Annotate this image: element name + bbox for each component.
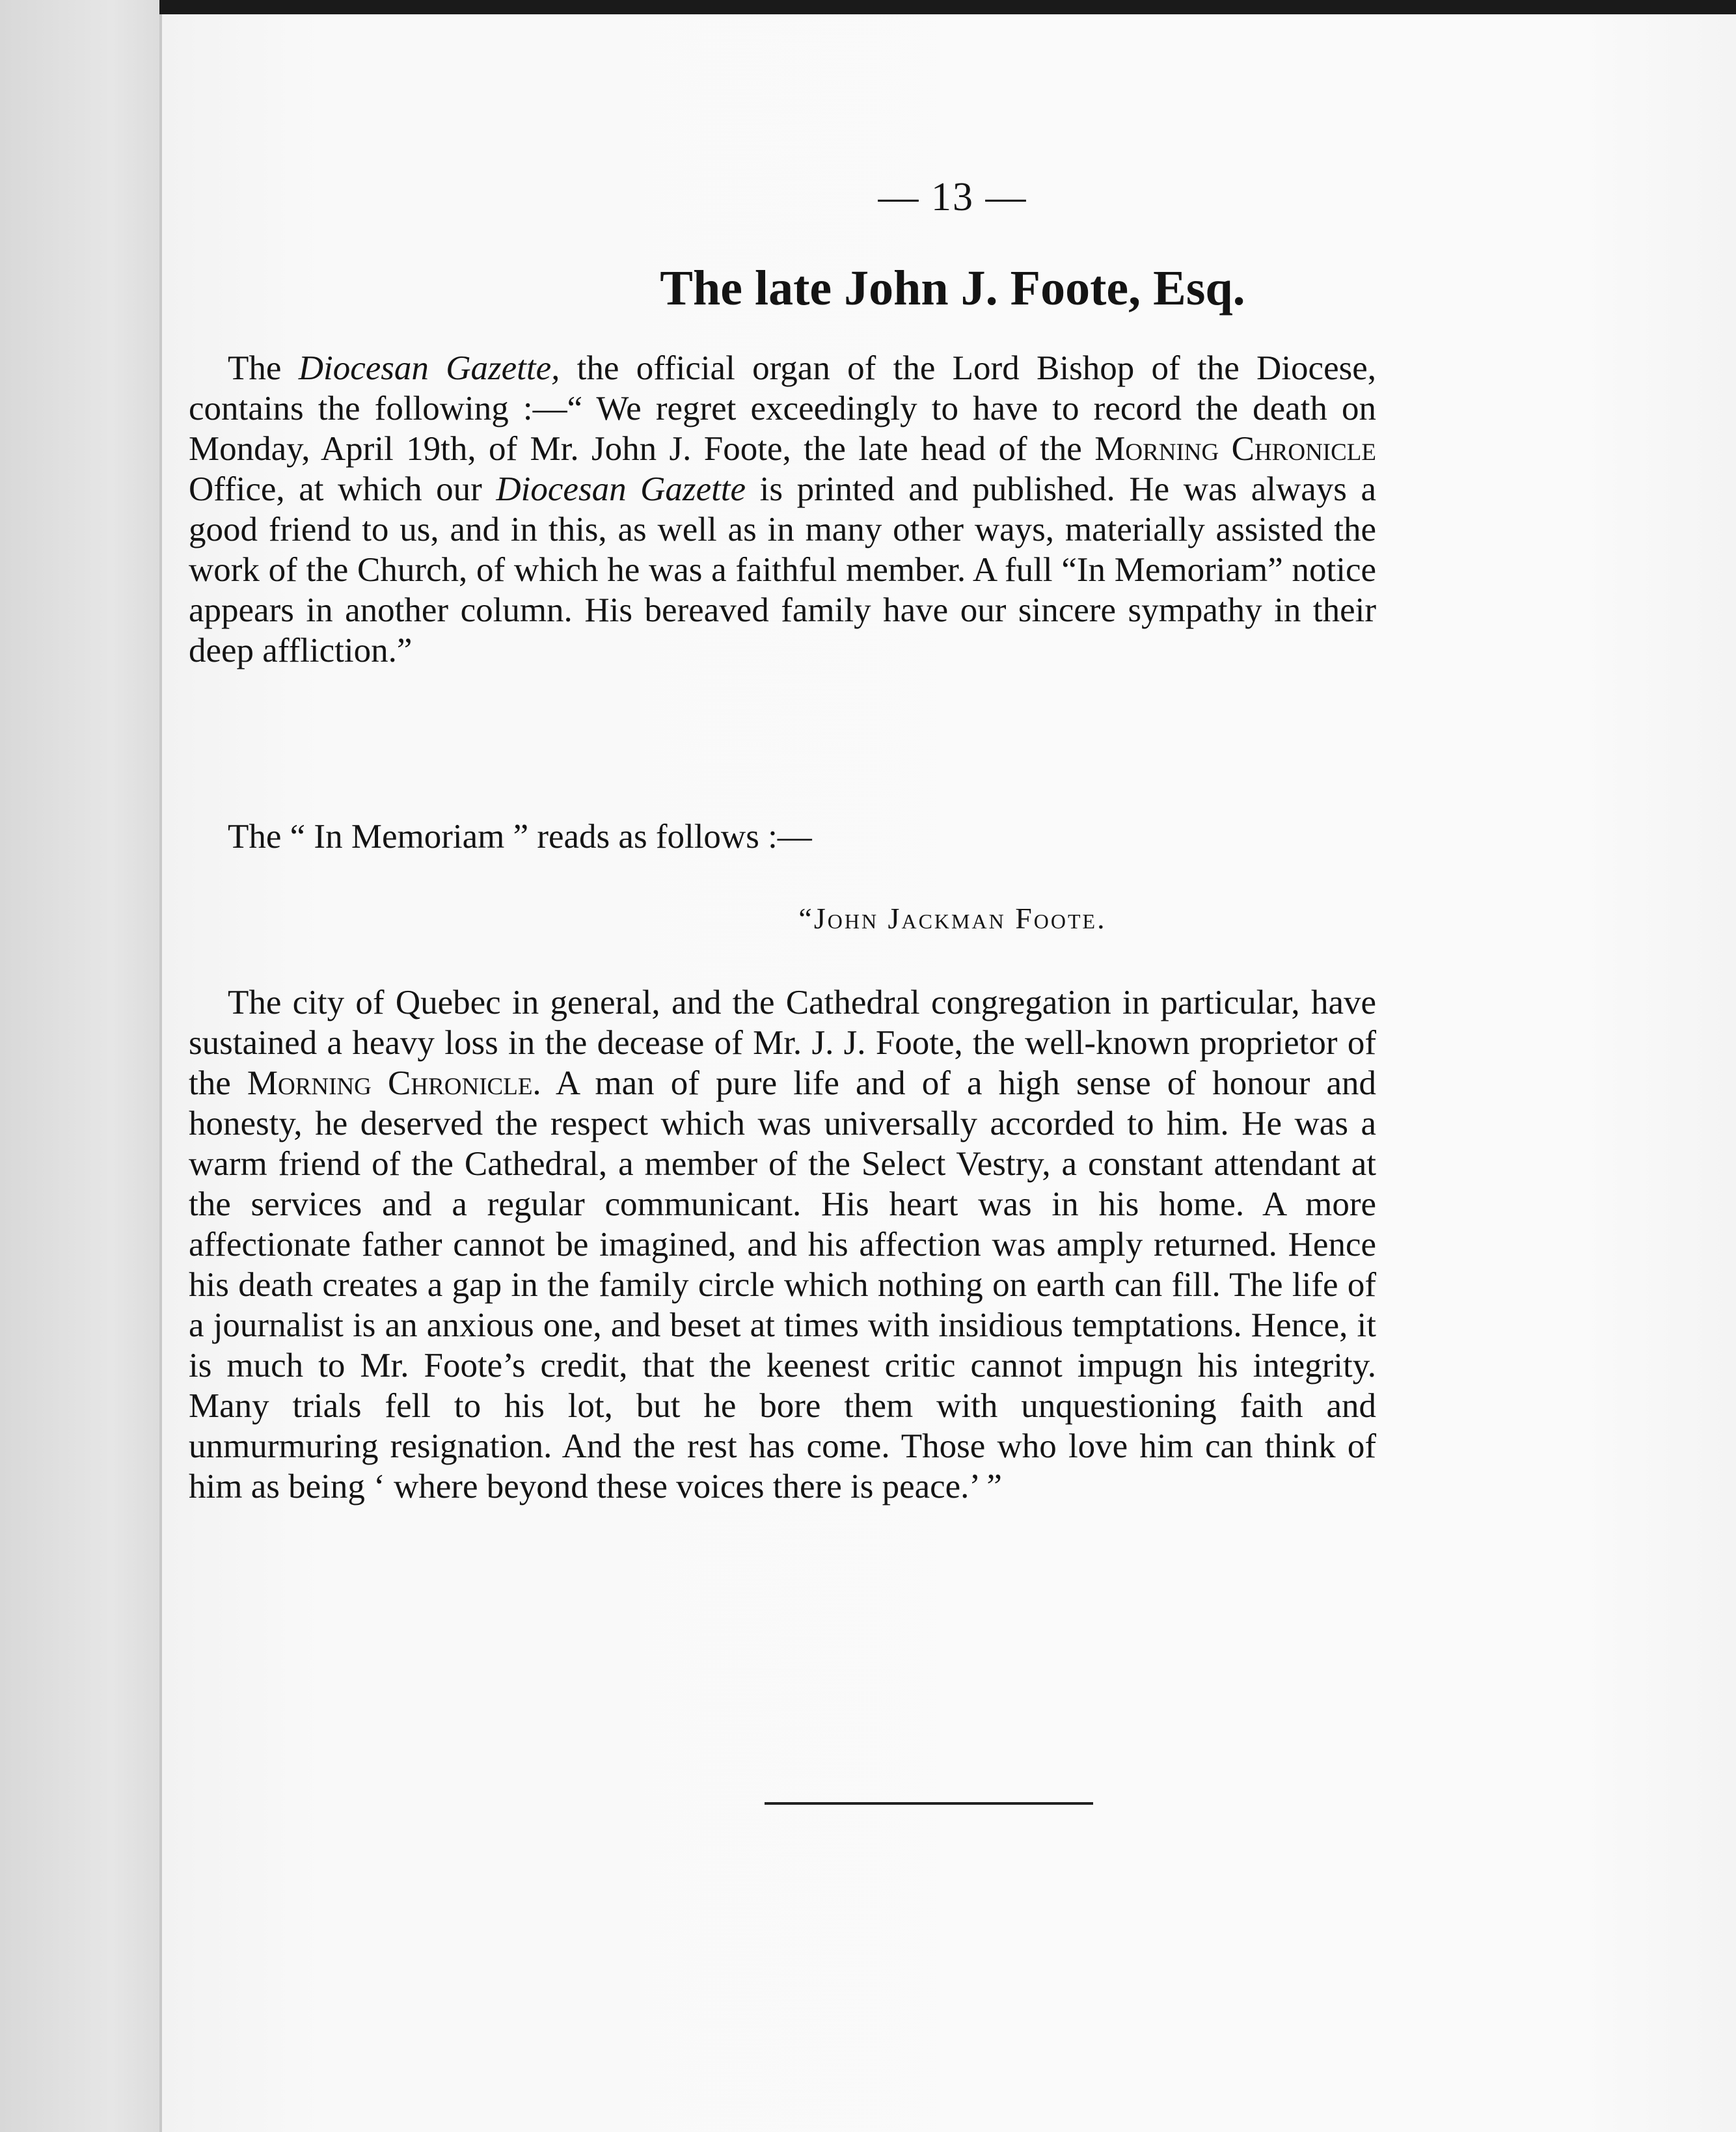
paragraph-text: The “ In Memoriam ” reads as follows :— (228, 818, 812, 856)
smallcaps-newspaper-name: Morning Chronicle. (247, 1064, 541, 1102)
italic-publication-name: Diocesan Gazette (496, 470, 746, 508)
scan-top-edge (0, 0, 1736, 14)
paragraph-gazette-quote (189, 348, 1376, 671)
paragraph-text: the official organ of the Lord Bishop of the Diocese, contains the following :—“ We regret exceedingly to have to record the death on Monday, April 19th, of Mr. John J. Foote, the late head of the (189, 349, 1376, 468)
paragraph-text: The (228, 349, 299, 387)
scan-left-margin (0, 0, 159, 2132)
paragraph-text: A man of pure life and of a high sense of honour and honesty, he deserved the respect which was universally accorded to him. He was a warm friend of the Cathedral, a member of the Select Vestry, a constant attendant at the services and a regular communicant. His heart was in his home. A more affectionate father cannot be imagined, and his affection was amply returned. Hence his death creates a gap in the family circle which nothing on earth can fill. The life of a journalist is an anxious one, and beset at times with insidious temptations. Hence, it is much to Mr. Foote’s credit, that the keenest critic cannot impugn his integrity. Many trials fell to his lot, but he bore them with unquestioning faith and unmurmuring resignation. And the rest has come. Those who love him can think of him as being ‘ where beyond these voices there is peace.’ ” (189, 1064, 1377, 1505)
paragraph-intro-memoriam (189, 816, 1376, 857)
paragraph-memoriam (189, 982, 1376, 1507)
italic-publication-name: Diocesan Gazette, (298, 349, 560, 387)
paragraph-text: Office, at which our (189, 470, 496, 508)
closing-rule (765, 1802, 1093, 1805)
smallcaps-newspaper-name: Morning Chronicle (1094, 430, 1376, 468)
paragraph-text: is printed and published. He was always a good friend to us, and in this, as well as in many other ways, materially assisted the work of the Church, of which he was a faithful member. A full “In Memoriam” notice appears in another column. His bereaved family have our sincere sympathy in their deep affliction.” (189, 470, 1376, 669)
paragraph-text: The city of Quebec in general, and the Cathedral congregation in particular, have sustained a heavy loss in the decease of Mr. J. J. Foote, the well-known proprietor of the (189, 984, 1376, 1102)
page-number: — 13 — (878, 175, 1027, 219)
article-title: The late John J. Foote, Esq. (660, 261, 1245, 316)
memoriam-heading: “John Jackman Foote. (798, 902, 1107, 935)
